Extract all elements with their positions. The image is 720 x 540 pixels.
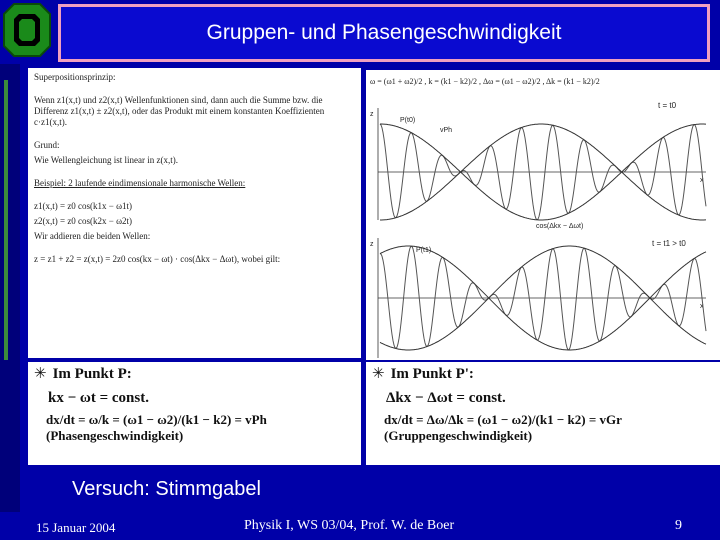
slide-title-box [58,4,710,62]
accent-bar [4,80,8,360]
phase-velocity-heading-text: Im Punkt P: [52,366,132,382]
paper-heading: Superpositionsprinzip: [34,72,116,82]
label-p-t0: P(t0) [400,117,416,124]
label-envelope: cos(Δkx − Δωt) [536,223,584,230]
phase-velocity-heading [34,364,132,383]
experiment-label: Versuch: Stimmgabel [72,478,261,500]
paper-beispiel: Beispiel: 2 laufende eindimensionale harmonische Wellen: [34,178,246,188]
paper-grund: Grund: [34,140,60,150]
group-velocity-equation: dx/dt = Δω/Δk = (ω1 − ω2)/(k1 − k2) = vGr (Gruppengeschwindigkeit) [384,412,622,443]
paper-para1: Wenn z1(x,t) und z2(x,t) Wellenfunktionen sind, dann auch die Summe bzw. die Differenz z1(x,t) ± z2(x,t), oder das Produkt mit einem konstanten Koeffizienten c·z1(x,t). [34,95,325,127]
group-velocity-box [366,362,720,465]
phase-velocity-equation: dx/dt = ω/k = (ω1 − ω2)/(k1 − k2) = vPh (Phasengeschwindigkeit) [46,412,267,443]
wave-plots-svg [366,70,720,360]
phase-velocity-box [28,362,361,465]
bullet-icon: ✳ [34,366,47,382]
label-p-t1: P(t1) [416,247,432,254]
paper-eq2: z2(x,t) = z0 cos(k2x − ω2t) [34,216,133,226]
bottom-z-label: z [370,241,374,248]
plot-header-formula: ω = (ω1 + ω2)/2 , k = (k1 − k2)/2 , Δω = (ω1 − ω2)/2 , Δk = (k1 − k2)/2 [370,77,600,86]
bottom-time-label: t = t1 > t0 [652,239,686,248]
top-x-label: x [700,177,704,184]
bullet-icon: ✳ [372,366,385,382]
phase-condition: kx − ωt = const. [48,390,149,406]
university-logo [2,2,52,58]
left-sidebar-band [0,64,20,512]
wave-plots [366,70,720,360]
paper-eq-sum: z = z1 + z2 = z(x,t) = 2z0 cos(kx − ωt) · cos(Δkx − Δωt), wobei gilt: [34,254,281,264]
bottom-x-label: x [700,303,704,310]
group-condition: Δkx − Δωt = const. [386,390,506,406]
page-number: 9 [675,518,682,533]
slide-title: Gruppen- und Phasengeschwindigkeit [206,21,562,44]
top-time-label: t = t0 [658,101,677,110]
label-vph: vPh [440,127,453,134]
paper-addieren: Wir addieren die beiden Wellen: [34,231,151,241]
paper-grund-text: Wie Wellengleichung ist linear in z(x,t). [34,155,178,165]
footer-date: 15 Januar 2004 [36,520,116,535]
group-velocity-heading-text: Im Punkt P': [390,366,474,382]
text-excerpt [28,68,361,358]
group-velocity-heading [372,364,474,383]
footer-title: Physik I, WS 03/04, Prof. W. de Boer [244,518,455,533]
paper-eq1: z1(x,t) = z0 cos(k1x − ω1t) [34,201,133,211]
top-z-label: z [370,111,374,118]
